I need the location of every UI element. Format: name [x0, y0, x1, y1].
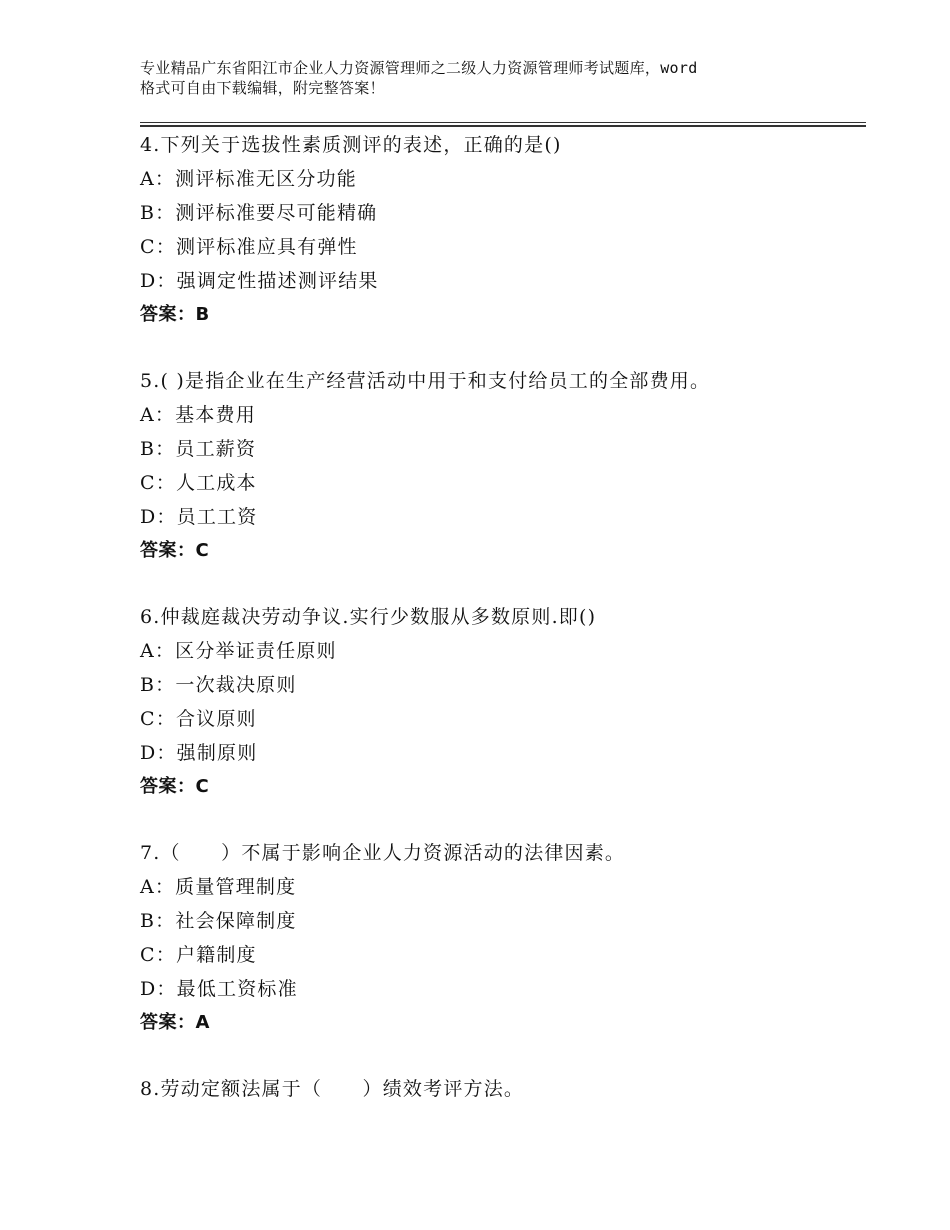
- question-8: [140, 1072, 870, 1106]
- option-d: D：强调定性描述测评结果: [140, 270, 379, 292]
- question-7: [140, 836, 870, 1040]
- answer: 答案：A: [140, 1012, 210, 1033]
- header-line-2: 格式可自由下载编辑，附完整答案！: [140, 79, 385, 97]
- option-c: C：人工成本: [140, 472, 257, 494]
- question-stem: 8.劳动定额法属于（ ）绩效考评方法。: [140, 1078, 525, 1100]
- answer: 答案：C: [140, 540, 210, 561]
- option-c: C：合议原则: [140, 708, 257, 730]
- option-a: A：质量管理制度: [140, 876, 297, 898]
- option-b: B：社会保障制度: [140, 910, 297, 932]
- question-stem: 4.下列关于选拔性素质测评的表述，正确的是(): [140, 134, 562, 156]
- option-a: A：区分举证责任原则: [140, 640, 337, 662]
- document-header: [140, 58, 840, 98]
- header-line-1: 专业精品广东省阳江市企业人力资源管理师之二级人力资源管理师考试题库，word: [140, 59, 698, 77]
- option-d: D：最低工资标准: [140, 978, 298, 1000]
- option-b: B：测评标准要尽可能精确: [140, 202, 378, 224]
- option-b: B：员工薪资: [140, 438, 257, 460]
- option-a: A：基本费用: [140, 404, 256, 426]
- header-divider-thin: [140, 122, 866, 123]
- header-divider-thick: [140, 125, 866, 127]
- answer: 答案：B: [140, 304, 210, 325]
- option-c: C：测评标准应具有弹性: [140, 236, 358, 258]
- question-5: [140, 364, 870, 568]
- option-d: D：强制原则: [140, 742, 258, 764]
- question-stem: 5.( )是指企业在生产经营活动中用于和支付给员工的全部费用。: [140, 370, 711, 392]
- question-list: [140, 128, 870, 1106]
- spacer: [140, 332, 870, 364]
- question-6: [140, 600, 870, 804]
- spacer: [140, 804, 870, 836]
- answer: 答案：C: [140, 776, 210, 797]
- spacer: [140, 1040, 870, 1072]
- question-4: [140, 128, 870, 332]
- option-a: A：测评标准无区分功能: [140, 168, 357, 190]
- question-stem: 6.仲裁庭裁决劳动争议.实行少数服从多数原则.即(): [140, 606, 597, 628]
- option-b: B：一次裁决原则: [140, 674, 297, 696]
- question-stem: 7.（ ）不属于影响企业人力资源活动的法律因素。: [140, 842, 626, 864]
- spacer: [140, 568, 870, 600]
- option-c: C：户籍制度: [140, 944, 257, 966]
- option-d: D：员工工资: [140, 506, 258, 528]
